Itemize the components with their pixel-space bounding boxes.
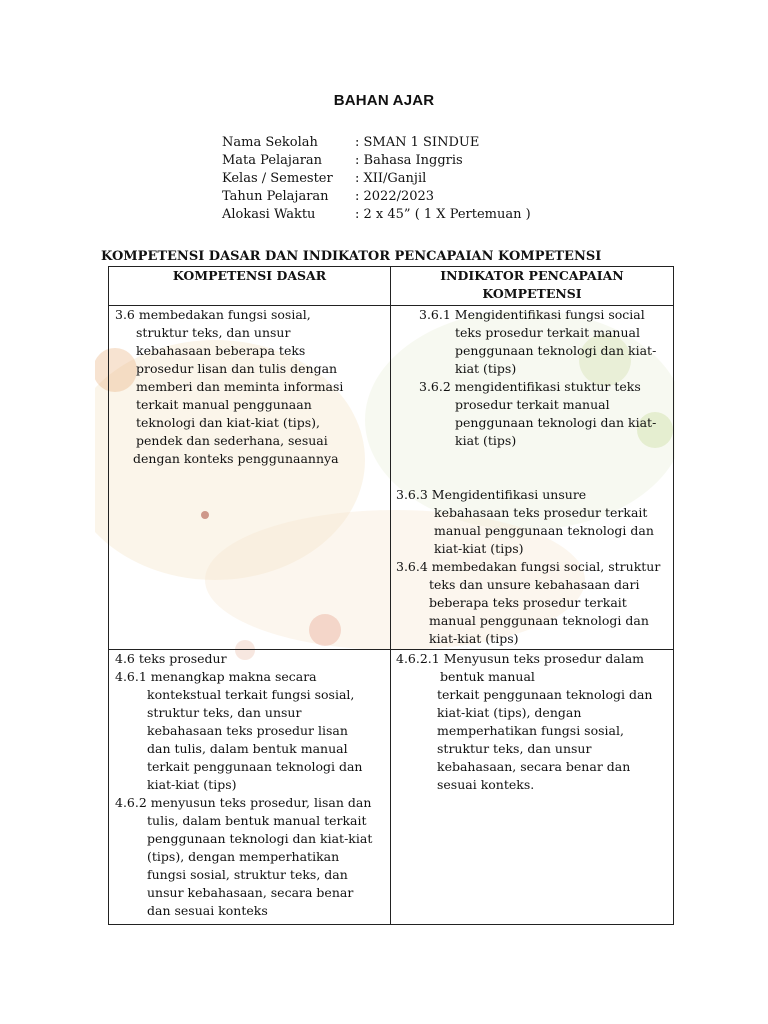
list-item: 4.6.2.1 Menyusun teks prosedur dalam [396, 651, 645, 666]
table-row [109, 306, 674, 650]
list-item: 3.6.4 membedakan fungsi social, struktur [396, 559, 661, 574]
header-kompetensi-dasar: KOMPETENSI DASAR [109, 267, 391, 306]
list-item: 3.6.1 Mengidentifikasi fungsi social [419, 307, 645, 322]
list-item: 3.6.3 Mengidentifikasi unsure [396, 487, 587, 502]
meta-row-academic-year [222, 188, 531, 206]
meta-value: : XII/Ganjil [355, 171, 427, 186]
meta-label: Mata Pelajaran [222, 153, 323, 168]
list-item: 3.6.2 mengidentifikasi stuktur teks [419, 379, 641, 394]
meta-row-class-semester [222, 170, 531, 188]
table-row [109, 650, 674, 925]
document-title: BAHAN AJAR [333, 92, 435, 109]
meta-row-subject [222, 152, 531, 170]
meta-value: : Bahasa Inggris [355, 153, 463, 168]
cell-kd-4-6: 4.6 teks prosedur 4.6.1 menangkap makna secara kontekstual terkait fungsi sosial, struktur teks, dan unsur kebahasaan teks prosedur lisan dan tulis, dalam bentuk manual terkait penggunaan teknologi dan kiat-kiat (tips) 4.6.2 menyusun teks prosedur, lisan dan tulis, dalam bentuk manual terkait penggunaan teknologi dan kiat-kiat (tips), dengan memperhatikan fungsi sosial, struktur teks, dan unsur kebahasaan, secara benar dan sesuai konteks [109, 650, 391, 925]
list-item: 4.6.2 menyusun teks prosedur, lisan dan [115, 795, 372, 810]
header-indikator: INDIKATOR PENCAPAIAN KOMPETENSI [391, 267, 674, 306]
meta-label: Kelas / Semester [222, 171, 333, 186]
meta-label: Tahun Pelajaran [222, 189, 329, 204]
meta-label: Nama Sekolah [222, 135, 318, 150]
meta-row-school [222, 134, 531, 152]
cell-kd-3-6: 3.6 membedakan fungsi sosial, struktur teks, dan unsur kebahasaan beberapa teks prosedur lisan dan tulis dengan memberi dan meminta informasi terkait manual penggunaan teknologi dan kiat-kiat (tips), pendek dan sederhana, sesuai dengan konteks penggunaannya [109, 306, 391, 650]
cell-indikator-4-6: 4.6.2.1 Menyusun teks prosedur dalam bentuk manual terkait penggunaan teknologi dan kiat-kiat (tips), dengan memperhatikan fungsi sosial, struktur teks, dan unsur kebahasaan, secara benar dan sesuai konteks. [391, 650, 674, 925]
list-item: 4.6 teks prosedur [115, 651, 227, 666]
cell-indikator-3-6: 3.6.1 Mengidentifikasi fungsi social teks prosedur terkait manual penggunaan teknologi dan kiat- kiat (tips) 3.6.2 mengidentifikasi stuktur teks prosedur terkait manual penggunaan teknologi dan kiat- kiat (tips) 3.6.3 Mengidentifikasi unsure kebahasaan teks prosedur terkait manual penggunaan teknologi dan kiat-kiat (tips) 3.6.4 membedakan fungsi social, struktur teks dan unsure kebahasaan dari beberapa teks prosedur terkait manual penggunaan teknologi dan kiat-kiat (tips) [391, 306, 674, 650]
list-item: 4.6.1 menangkap makna secara [115, 669, 317, 684]
meta-value: : SMAN 1 SINDUE [355, 135, 480, 150]
meta-value: : 2 x 45” ( 1 X Pertemuan ) [355, 207, 531, 222]
list-item: 3.6 membedakan fungsi sosial, [115, 307, 311, 322]
competency-table [108, 266, 674, 925]
table-header-row [109, 267, 674, 306]
section-heading: KOMPETENSI DASAR DAN INDIKATOR PENCAPAIAN KOMPETENSI [101, 249, 602, 264]
meta-row-time-allocation [222, 206, 531, 224]
document-meta [222, 134, 531, 224]
meta-label: Alokasi Waktu [222, 207, 316, 222]
meta-value: : 2022/2023 [355, 189, 435, 204]
